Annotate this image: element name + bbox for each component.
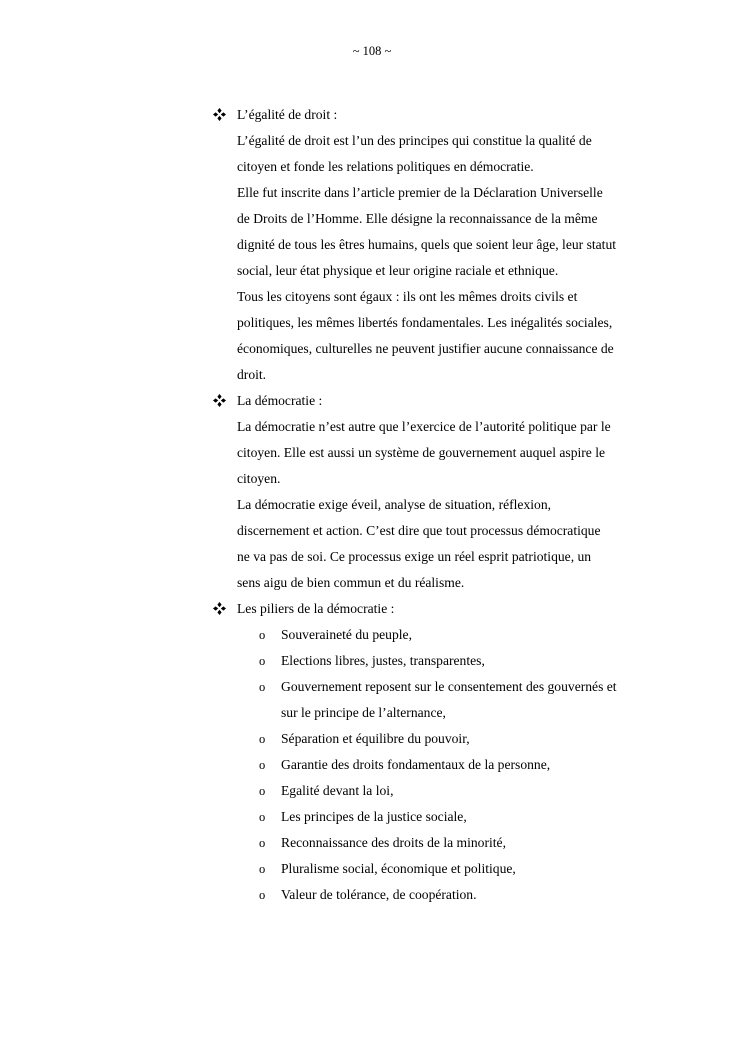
pillars-list [213,622,663,908]
list-item-text: Valeur de tolérance, de coopération. [281,887,477,902]
list-item-text: Souveraineté du peuple, [281,627,412,642]
circle-bullet-icon: o [259,628,266,642]
list-item [213,726,663,752]
list-item [213,752,663,778]
section-heading-text: La démocratie : [237,393,323,408]
circle-bullet-icon: o [259,680,266,694]
section-heading [213,102,663,128]
list-item-text: Gouvernement reposent sur le consentement des gouvernés et [281,679,617,694]
list-item-text: Egalité devant la loi, [281,783,394,798]
paragraph-line: Elle fut inscrite dans l’article premier de la Déclaration Universelle [237,185,603,200]
paragraph-line: social, leur état physique et leur origine raciale et ethnique. [237,263,559,278]
four-diamond-bullet-icon [213,394,226,407]
list-item [213,674,663,726]
circle-bullet-icon: o [259,654,266,668]
section-heading-text: L’égalité de droit : [237,107,338,122]
circle-bullet-icon: o [259,758,266,772]
list-item [213,804,663,830]
list-item [213,778,663,804]
paragraph-line: droit. [237,367,267,382]
paragraph-line: ne va pas de soi. Ce processus exige un réel esprit patriotique, un [237,549,592,564]
paragraph-line: La démocratie n’est autre que l’exercice de l’autorité politique par le [237,419,611,434]
circle-bullet-icon: o [259,862,266,876]
paragraph-line: dignité de tous les êtres humains, quels que soient leur âge, leur statut [237,237,617,252]
circle-bullet-icon: o [259,810,266,824]
paragraph-line: économiques, culturelles ne peuvent justifier aucune connaissance de [237,341,614,356]
paragraph-line: politiques, les mêmes libertés fondamentales. Les inégalités sociales, [237,315,613,330]
page-number: ~ 108 ~ [352,44,392,58]
section-heading-text: Les piliers de la démocratie : [237,601,395,616]
list-item [213,882,663,908]
list-item [213,648,663,674]
paragraph-line: citoyen et fonde les relations politiques en démocratie. [237,159,534,174]
circle-bullet-icon: o [259,732,266,746]
paragraph-line: discernement et action. C’est dire que tout processus démocratique [237,523,601,538]
four-diamond-bullet-icon [213,108,226,121]
list-item [213,830,663,856]
section-egalite-de-droit [213,102,663,388]
section-heading [213,388,663,414]
section-la-democratie [213,388,663,596]
list-item-text: sur le principe de l’alternance, [281,705,446,720]
section-heading [213,596,663,622]
paragraph-line: La démocratie exige éveil, analyse de situation, réflexion, [237,497,552,512]
list-item-text: Pluralisme social, économique et politique, [281,861,516,876]
four-diamond-bullet-icon [213,602,226,615]
circle-bullet-icon: o [259,888,266,902]
paragraph-line: sens aigu de bien commun et du réalisme. [237,575,465,590]
list-item-text: Reconnaissance des droits de la minorité, [281,835,506,850]
list-item-text: Séparation et équilibre du pouvoir, [281,731,470,746]
paragraph-line: citoyen. Elle est aussi un système de gouvernement auquel aspire le [237,445,606,460]
list-item-text: Elections libres, justes, transparentes, [281,653,485,668]
list-item-text: Garantie des droits fondamentaux de la personne, [281,757,551,772]
paragraph-line: de Droits de l’Homme. Elle désigne la reconnaissance de la même [237,211,598,226]
section-piliers-democratie [213,596,663,908]
circle-bullet-icon: o [259,836,266,850]
document-body [213,102,663,908]
list-item-text: Les principes de la justice sociale, [281,809,467,824]
list-item [213,856,663,882]
list-item [213,622,663,648]
paragraph-line: L’égalité de droit est l’un des principes qui constitue la qualité de [237,133,592,148]
paragraph-line: citoyen. [237,471,281,486]
circle-bullet-icon: o [259,784,266,798]
paragraph-line: Tous les citoyens sont égaux : ils ont les mêmes droits civils et [237,289,578,304]
